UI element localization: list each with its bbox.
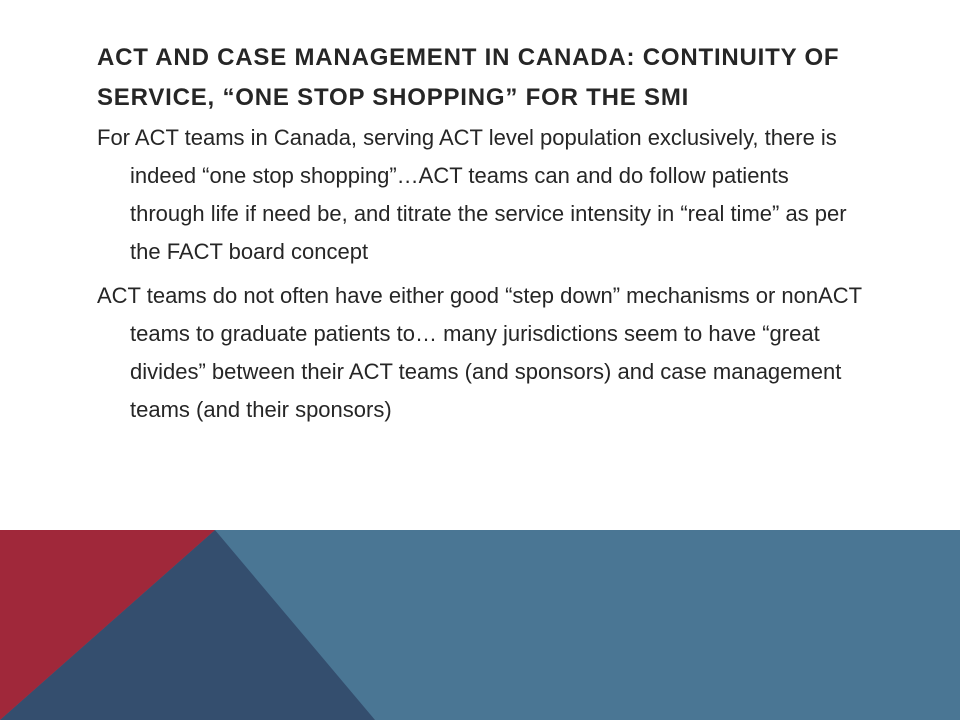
bullet-paragraph-2: ACT teams do not often have either good “step down” mechanisms or nonACT teams to graduate patients to… many jurisdictions seem to have “great divides” between their ACT teams (and sponsors) and case management teams (and their sponsors): [97, 283, 862, 422]
decorative-footer-shapes: [0, 530, 960, 720]
bullet-paragraph-1: For ACT teams in Canada, serving ACT level population exclusively, there is indeed “one stop shopping”…ACT teams can and do follow patients through life if need be, and titrate the service intensity in “real time” as per the FACT board concept: [97, 125, 847, 264]
bullet-list: [97, 119, 867, 435]
slide-title: ACT AND CASE MANAGEMENT IN CANADA: CONTINUITY OF SERVICE, “ONE STOP SHOPPING” FOR THE SMI: [97, 44, 840, 111]
